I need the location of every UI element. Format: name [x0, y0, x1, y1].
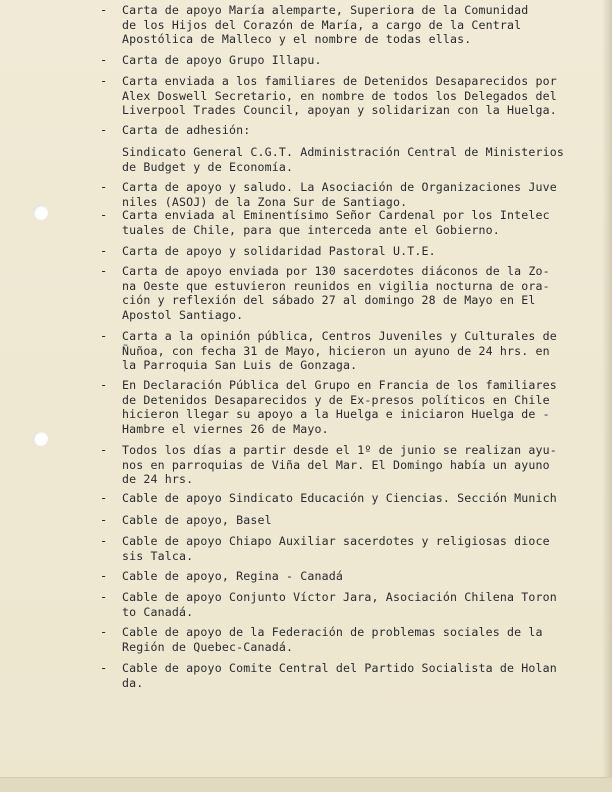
bullet-dash: -	[100, 53, 108, 67]
entry-text: Carta de apoyo y solidaridad Pastoral U.T.E.	[122, 244, 436, 258]
bullet-dash: -	[100, 661, 108, 675]
bullet-dash: -	[100, 264, 108, 278]
entry-text: Cable de apoyo Conjunto Víctor Jara, Asociación Chilena Toron to Canadá.	[122, 590, 557, 619]
entry-text: Cable de apoyo, Regina - Canadá	[122, 569, 344, 583]
bullet-dash: -	[100, 513, 108, 527]
entry-text: Carta de apoyo María alemparte, Superiora de la Comunidad de los Hijos del Corazón de María, a cargo de la Central Apostólica de Malleco y el nombre de todas ellas.	[122, 3, 529, 46]
punch-hole-top	[33, 205, 48, 220]
entry-text: Carta de apoyo enviada por 130 sacerdotes diáconos de la Zo- na Oeste que estuvieron reunidos en vigilia nocturna de ora- ción y reflexión del sábado 27 al domingo 28 de Mayo en El Apostol Santiago.	[122, 264, 550, 322]
entry-text: Carta de apoyo Grupo Illapu.	[122, 53, 322, 67]
entry-text: Cable de apoyo Chiapo Auxiliar sacerdotes y religiosas dioce sis Talca.	[122, 534, 550, 563]
bullet-dash: -	[100, 74, 108, 88]
entry-text: Cable de apoyo de la Federación de problemas sociales de la Región de Quebec-Canadá.	[122, 625, 543, 654]
entry-text: Carta enviada a los familiares de Detenidos Desaparecidos por Alex Doswell Secretario, en nombre de todos los Delegados del Liverpool Trades Council, apoyan y solidarizan con la Huelga.	[122, 74, 557, 117]
bullet-dash: -	[100, 534, 108, 548]
entry-text: Todos los días a partir desde el 1º de junio se realizan ayu- nos en parroquias de Viña del Mar. El Domingo había un ayuno de 24 hrs.	[122, 443, 557, 486]
bullet-dash: -	[100, 208, 108, 222]
paper-bottom-edge	[0, 777, 612, 792]
entry-text: Carta enviada al Eminentísimo Señor Cardenal por los Intelec tuales de Chile, para que interceda ante el Gobierno.	[122, 208, 550, 237]
bullet-dash: -	[100, 3, 108, 17]
punch-hole-bottom	[33, 431, 48, 446]
bullet-dash: -	[100, 329, 108, 343]
bullet-dash: -	[100, 443, 108, 457]
entry-text: Carta de adhesión:	[122, 123, 251, 137]
bullet-dash: -	[100, 569, 108, 583]
bullet-dash: -	[100, 378, 108, 392]
bullet-dash: -	[100, 590, 108, 604]
bullet-dash: -	[100, 244, 108, 258]
entry-text: Cable de apoyo, Basel	[122, 513, 272, 527]
entry-text: Carta a la opinión pública, Centros Juveniles y Culturales de Ñuñoa, con fecha 31 de Mayo, hicieron un ayuno de 24 hrs. en la Parroquia San Luis de Gonzaga.	[122, 329, 557, 372]
entry-text: Cable de apoyo Comite Central del Partido Socialista de Holan da.	[122, 661, 557, 690]
paper-edge-shadow	[602, 0, 612, 792]
entry-text: Carta de apoyo y saludo. La Asociación de Organizaciones Juve niles (ASOJ) de la Zona Sur de Santiago.	[122, 180, 557, 209]
bullet-dash: -	[100, 491, 108, 505]
entry-text: En Declaración Pública del Grupo en Francia de los familiares de Detenidos Desaparecidos y de Ex-presos políticos en Chile hicieron llegar su apoyo a la Huelga e iniciaron Huelga de - Hambre el viernes 26 de Mayo.	[122, 378, 557, 436]
entry-text: Cable de apoyo Sindicato Educación y Ciencias. Sección Munich	[122, 491, 557, 505]
entry-text: Sindicato General C.G.T. Administración Central de Ministerios de Budget y de Economía.	[122, 145, 565, 174]
bullet-dash: -	[100, 123, 108, 137]
bullet-dash: -	[100, 180, 108, 194]
bullet-dash: -	[100, 625, 108, 639]
